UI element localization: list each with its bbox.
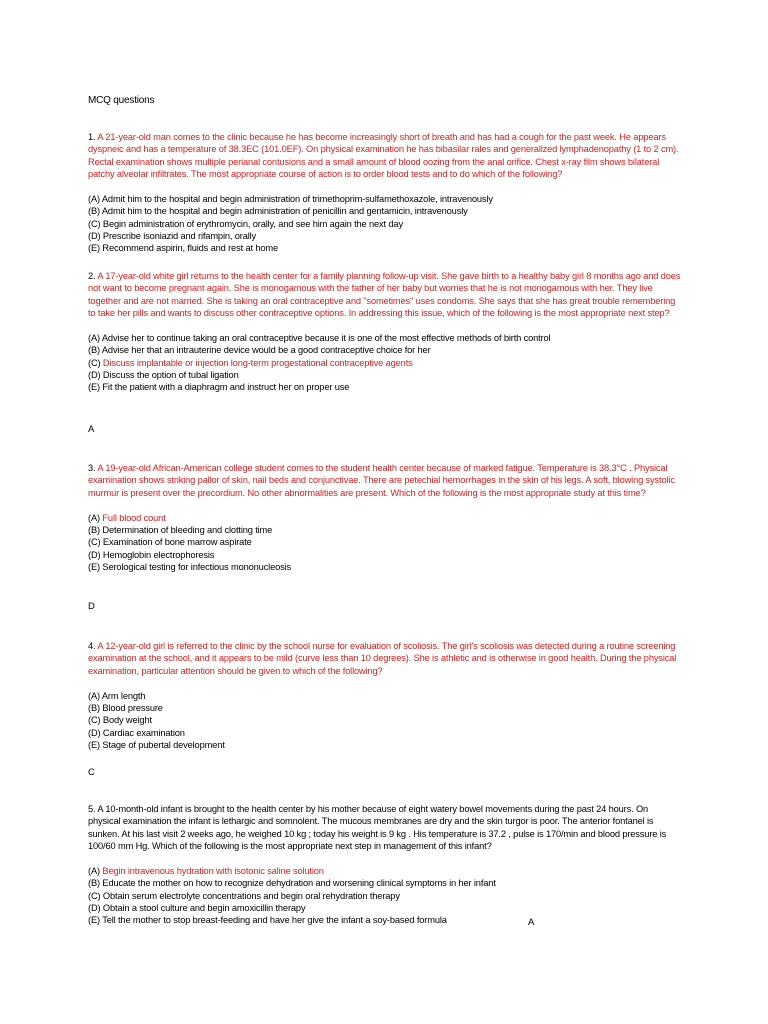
highlighted-answer: Full blood count (102, 512, 166, 523)
option-b: (B) Determination of bleeding and clotting time (88, 525, 273, 536)
answer-key-4: C (88, 767, 95, 778)
option-c: (C) Begin administration of erythromycin, orally, and see him again the next day (88, 218, 403, 229)
option-b: (B) Advise her that an intrauterine device would be a good contraceptive choice for her (88, 345, 431, 356)
option-c: (C) Examination of bone marrow aspirate (88, 537, 252, 548)
option-d: (D) Prescribe isoniazid and rifampin, orally (88, 231, 257, 242)
option-list (88, 193, 682, 254)
question-2 (88, 270, 682, 394)
option-list (88, 865, 682, 926)
question-number: 4. (88, 641, 96, 651)
option-a: (A) Advise her to continue taking an oral contraceptive because it is one of the most effective methods of birth control (88, 333, 551, 344)
question-stem (88, 270, 682, 319)
option-list (88, 512, 682, 573)
answer-key-2: A (88, 424, 95, 435)
option-a: (A) Begin intravenous hydration with isotonic saline solution (88, 866, 324, 877)
answer-key-3: D (88, 601, 95, 612)
option-c: (C) Body weight (88, 715, 152, 726)
option-list (88, 690, 682, 751)
option-c: (C) Discuss implantable or injection long-term progestational contraceptive agents (88, 357, 413, 368)
question-stem (88, 131, 682, 180)
question-text: A 21-year-old man comes to the clinic because he has become increasingly short of breath and has had a cough for the past week. He appears dyspneic and has a temperature of 38.3EC (101.0EF). On physical examination he has bibasilar rales and generalized lymphadenopathy (1 to 2 cm). Rectal examination shows multiple perianal contusions and a small amount of blood oozing from the anal orifice. Chest x-ray film shows bilateral patchy alveolar infiltrates. The most appropriate course of action is to order blood tests and to do which of the following? (88, 132, 679, 179)
question-number: 3. (88, 463, 96, 473)
question-text: A 19-year-old African-American college student comes to the student health center because of marked fatigue. Temperature is 38.3°C . Physical examination shows striking pallor of skin, nail beds and conjunctivae. There are petechial hemorrhages in the skin of his legs. A soft, blowing systolic murmur is present over the precordium. No other abnormalities are present. Which of the following is the most appropriate study at this time? (88, 463, 675, 498)
document-title: MCQ questions (88, 95, 155, 106)
question-stem (88, 640, 682, 677)
option-e: (E) Serological testing for infectious mononucleosis (88, 562, 292, 573)
option-d: (D) Hemoglobin electrophoresis (88, 549, 215, 560)
question-number: 5. (88, 804, 96, 814)
question-stem (88, 462, 682, 499)
question-text: A 12-year-old girl is referred to the clinic by the school nurse for evaluation of scoliosis. The girl's scoliosis was detected during a routine screening examination at the school, and it appears to be mild (curve less than 10 degrees). She is athletic and is otherwise in good health. During the physical examination, particular attention should be given to which of the following? (88, 641, 677, 676)
option-b: (B) Blood pressure (88, 703, 163, 714)
option-list (88, 332, 682, 393)
option-e: (E) Recommend aspirin, fluids and rest at home (88, 243, 278, 254)
question-stem (88, 803, 682, 852)
option-b: (B) Admit him to the hospital and begin administration of penicillin and gentamicin, intravenously (88, 206, 468, 217)
option-e: (E) Fit the patient with a diaphragm and instruct her on proper use (88, 382, 350, 393)
answer-key-5: A (528, 917, 535, 928)
question-1 (88, 131, 682, 255)
option-b: (B) Educate the mother on how to recognize dehydration and worsening clinical symptoms in her infant (88, 878, 496, 889)
question-number: 2. (88, 271, 96, 281)
question-4 (88, 640, 682, 751)
option-e: (E) Tell the mother to stop breast-feeding and have her give the infant a soy-based formula (88, 915, 447, 926)
question-5 (88, 803, 682, 927)
question-text: A 10-month-old infant is brought to the health center by his mother because of eight watery bowel movements during the past 24 hours. On physical examination the infant is lethargic and somnolent. The mucous membranes are dry and the skin turgor is poor. The anterior fontanel is sunken. At his last visit 2 weeks ago, he weighed 10 kg ; today his weight is 9 kg . His temperature is 37.2 , pulse is 170/min and blood pressure is 100/60 mm Hg. Which of the following is the most appropriate next step in management of this infant? (88, 804, 667, 851)
question-text: A 17-year-old white girl returns to the health center for a family planning follow-up visit. She gave birth to a healthy baby girl 8 months ago and does not want to become pregnant again. She is monogamous with the father of her baby but worries that he is not monogamous with her. They live together and are not married. She is taking an oral contraceptive and "sometimes" uses condoms. She says that she has great trouble remembering to take her pills and wants to discuss other contraceptive options. In addressing this issue, which of the following is the most appropriate next step? (88, 271, 681, 318)
option-a: (A) Arm length (88, 690, 146, 701)
highlighted-answer: Begin intravenous hydration with isotonic saline solution (102, 866, 324, 877)
question-number: 1. (88, 132, 96, 142)
option-a: (A) Full blood count (88, 512, 166, 523)
option-a: (A) Admit him to the hospital and begin administration of trimethoprim-sulfamethoxazole, intravenously (88, 194, 493, 205)
option-d: (D) Discuss the option of tubal ligation (88, 370, 239, 381)
option-e: (E) Stage of pubertal development (88, 740, 225, 751)
option-c: (C) Obtain serum electrolyte concentrations and begin oral rehydration therapy (88, 890, 400, 901)
question-3 (88, 462, 682, 573)
highlighted-answer: Discuss implantable or injection long-term progestational contraceptive agents (102, 357, 413, 368)
option-d: (D) Obtain a stool culture and begin amoxicillin therapy (88, 903, 306, 914)
option-d: (D) Cardiac examination (88, 727, 185, 738)
